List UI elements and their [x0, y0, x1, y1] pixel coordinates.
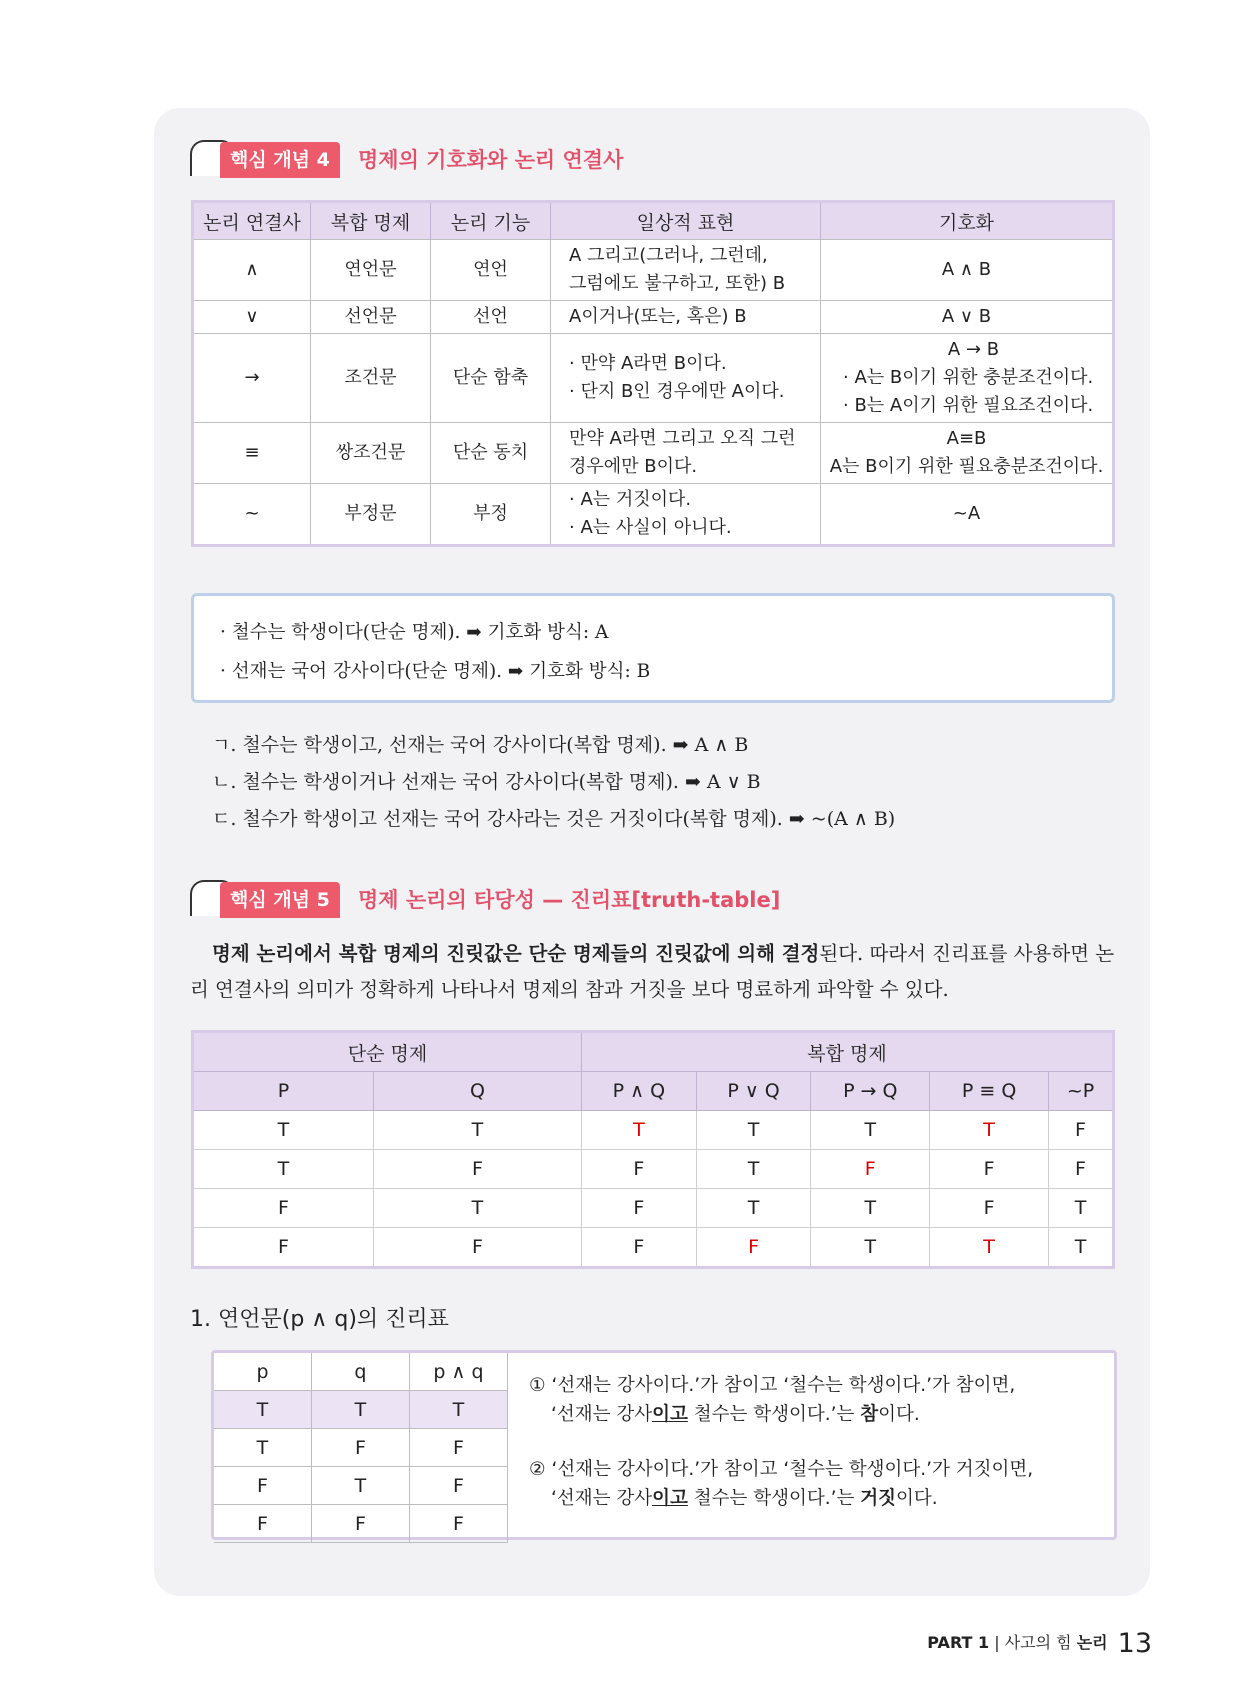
table-row [193, 1111, 1114, 1150]
compound-type: 조건문 [311, 334, 431, 423]
truth-value: T [930, 1228, 1049, 1268]
column-header: 기호화 [821, 202, 1114, 240]
truth-value: F [582, 1228, 697, 1268]
symbolization [821, 423, 1114, 484]
table-row [214, 1505, 508, 1543]
logical-connectives-table [191, 200, 1115, 547]
footer-chapter: 사고의 힘 [1004, 1633, 1077, 1652]
column-header: 논리 기능 [431, 202, 551, 240]
compound-proposition-header: 복합 명제 [582, 1032, 1114, 1072]
note-2-line-1: ② ‘선재는 강사이다.’가 참이고 ‘철수는 학생이다.’가 거짓이면, [529, 1459, 1034, 1480]
truth-value: F [582, 1189, 697, 1228]
table-row [214, 1429, 508, 1467]
column-header: 논리 연결사 [193, 202, 311, 240]
truth-value: F [214, 1505, 311, 1543]
symbolization-line: · B는 A이기 위한 필요조건이다. [843, 395, 1094, 416]
conjunction-truth-table-box [211, 1350, 1117, 1540]
truth-value: F [214, 1467, 311, 1505]
connective-symbol: ∧ [193, 240, 311, 301]
footer-part: PART 1 [927, 1633, 990, 1652]
connective-symbol: ∨ [193, 301, 311, 334]
symbolization-line: A ∧ B [941, 259, 992, 280]
page-footer [927, 1628, 1152, 1659]
expression-line: · 단지 B인 경우에만 A이다. [569, 381, 785, 402]
logic-function: 단순 함축 [431, 334, 551, 423]
table-row [193, 334, 1114, 423]
table-row [193, 301, 1114, 334]
truth-value: F [311, 1429, 409, 1467]
symbolization-line: A ∨ B [941, 306, 992, 327]
footer-separator: | [989, 1633, 1005, 1652]
column-header: P ∨ Q [696, 1072, 811, 1111]
truth-value: T [582, 1111, 697, 1150]
truth-value: T [193, 1150, 374, 1189]
expression-line: A이거나(또는, 혹은) B [569, 306, 747, 327]
symbolization [821, 334, 1114, 423]
example-3: ㄷ. 철수가 학생이고 선재는 국어 강사라는 것은 거짓이다(복합 명제). ➡ ~(A ∧ B) [212, 808, 896, 830]
footer-chapter-bold: 논리 [1076, 1633, 1108, 1652]
compound-type: 연언문 [311, 240, 431, 301]
connective-symbol: ~ [193, 484, 311, 546]
truth-value: F [1049, 1111, 1114, 1150]
everyday-expression [551, 423, 821, 484]
truth-value: T [311, 1467, 409, 1505]
expression-line: 경우에만 B이다. [569, 456, 698, 477]
truth-value: T [696, 1150, 811, 1189]
expression-line: · A는 거짓이다. [569, 489, 692, 510]
paragraph-rest: 된다. 따라서 진리표를 사용하면 논리 연결사의 의미가 정확하게 나타나서 명제의 참과 거짓을 보다 명료하게 파악할 수 있다. [190, 942, 1115, 1001]
truth-value: F [930, 1189, 1049, 1228]
section-4-badge: 핵심 개념 4 [220, 142, 340, 178]
truth-table [191, 1030, 1115, 1269]
conjunction-subheading: 1. 연언문(p ∧ q)의 진리표 [190, 1307, 449, 1332]
conjunction-notes [529, 1371, 1033, 1513]
truth-value: T [193, 1111, 374, 1150]
connective-symbol: → [193, 334, 311, 423]
column-header: 복합 명제 [311, 202, 431, 240]
truth-table-paragraph [190, 936, 1120, 1008]
section-4-header [190, 140, 1090, 178]
section-5-title: 명제 논리의 타당성 — 진리표[truth-table] [358, 888, 781, 912]
everyday-expression [551, 484, 821, 546]
truth-value: T [373, 1189, 581, 1228]
logic-function: 연언 [431, 240, 551, 301]
simple-proposition-header: 단순 명제 [193, 1032, 582, 1072]
truth-value: F [409, 1467, 507, 1505]
page-number: 13 [1117, 1628, 1152, 1659]
note-1-line-2: ‘선재는 강사이고 철수는 학생이다.’는 참이다. [551, 1404, 920, 1425]
column-header: P ∧ Q [582, 1072, 697, 1111]
column-header: P ≡ Q [930, 1072, 1049, 1111]
truth-value: F [193, 1228, 374, 1268]
truth-value: F [193, 1189, 374, 1228]
truth-value: T [311, 1391, 409, 1429]
expression-line: · A는 사실이 아니다. [569, 517, 732, 538]
example-1: ㄱ. 철수는 학생이고, 선재는 국어 강사이다(복합 명제). ➡ A ∧ B [212, 734, 749, 756]
logic-function: 부정 [431, 484, 551, 546]
connective-symbol: ≡ [193, 423, 311, 484]
expression-line: · 만약 A라면 B이다. [569, 353, 727, 374]
box-line-2: · 선재는 국어 강사이다(단순 명제). ➡ 기호화 방식: B [220, 661, 651, 682]
column-header: P [193, 1072, 374, 1111]
truth-value: F [373, 1150, 581, 1189]
section-5-header [190, 880, 1090, 918]
conjunction-truth-table [214, 1353, 508, 1543]
note-1-line-1: ① ‘선재는 강사이다.’가 참이고 ‘철수는 학생이다.’가 참이면, [529, 1375, 1016, 1396]
symbolization-line: · A는 B이기 위한 충분조건이다. [843, 367, 1094, 388]
truth-value: T [373, 1111, 581, 1150]
table-row [193, 423, 1114, 484]
table-row [193, 240, 1114, 301]
section-5-badge: 핵심 개념 5 [220, 882, 340, 918]
box-line-1: · 철수는 학생이다(단순 명제). ➡ 기호화 방식: A [220, 622, 609, 643]
table-row [214, 1467, 508, 1505]
truth-value: F [409, 1429, 507, 1467]
everyday-expression [551, 240, 821, 301]
column-header: q [311, 1353, 409, 1391]
column-header: Q [373, 1072, 581, 1111]
column-header: P → Q [811, 1072, 930, 1111]
truth-value: F [696, 1228, 811, 1268]
symbolization [821, 484, 1114, 546]
truth-value: T [1049, 1189, 1114, 1228]
truth-value: F [311, 1505, 409, 1543]
symbolization-line: A → B [947, 339, 1000, 360]
table-row [193, 484, 1114, 546]
truth-value: F [582, 1150, 697, 1189]
table-row [193, 1150, 1114, 1189]
symbolization-line: A는 B이기 위한 필요충분조건이다. [829, 456, 1104, 477]
truth-value: T [409, 1391, 507, 1429]
column-header: 일상적 표현 [551, 202, 821, 240]
truth-value: F [409, 1505, 507, 1543]
expression-line: 그럼에도 불구하고, 또한) B [569, 273, 786, 294]
table-row [214, 1391, 508, 1429]
section-4-title: 명제의 기호화와 논리 연결사 [358, 148, 624, 172]
truth-value: T [696, 1189, 811, 1228]
truth-value: T [696, 1111, 811, 1150]
column-header: ~P [1049, 1072, 1114, 1111]
everyday-expression [551, 334, 821, 423]
symbolization [821, 240, 1114, 301]
truth-value: T [811, 1111, 930, 1150]
truth-value: F [373, 1228, 581, 1268]
truth-value: T [811, 1189, 930, 1228]
truth-value: T [214, 1429, 311, 1467]
logic-function: 단순 동치 [431, 423, 551, 484]
compound-type: 쌍조건문 [311, 423, 431, 484]
table-row [193, 1228, 1114, 1268]
truth-value: F [1049, 1150, 1114, 1189]
column-header: p ∧ q [409, 1353, 507, 1391]
logic-function: 선언 [431, 301, 551, 334]
symbolization-line: ~A [952, 503, 981, 524]
truth-value: F [930, 1150, 1049, 1189]
column-header: p [214, 1353, 311, 1391]
truth-value: T [214, 1391, 311, 1429]
truth-value: T [811, 1228, 930, 1268]
table-row [193, 1189, 1114, 1228]
truth-value: T [1049, 1228, 1114, 1268]
expression-line: 만약 A라면 그리고 오직 그런 [569, 428, 796, 449]
simple-proposition-box [191, 593, 1115, 703]
everyday-expression [551, 301, 821, 334]
compound-type: 선언문 [311, 301, 431, 334]
example-2: ㄴ. 철수는 학생이거나 선재는 국어 강사이다(복합 명제). ➡ A ∨ B [212, 771, 761, 793]
symbolization [821, 301, 1114, 334]
symbolization-line: A≡B [946, 428, 987, 449]
truth-value: T [930, 1111, 1049, 1150]
compound-type: 부정문 [311, 484, 431, 546]
note-2-line-2: ‘선재는 강사이고 철수는 학생이다.’는 거짓이다. [551, 1488, 938, 1509]
expression-line: A 그리고(그러나, 그런데, [569, 245, 768, 266]
truth-value: F [811, 1150, 930, 1189]
paragraph-bold: 명제 논리에서 복합 명제의 진릿값은 단순 명제들의 진릿값에 의해 결정 [212, 942, 820, 965]
